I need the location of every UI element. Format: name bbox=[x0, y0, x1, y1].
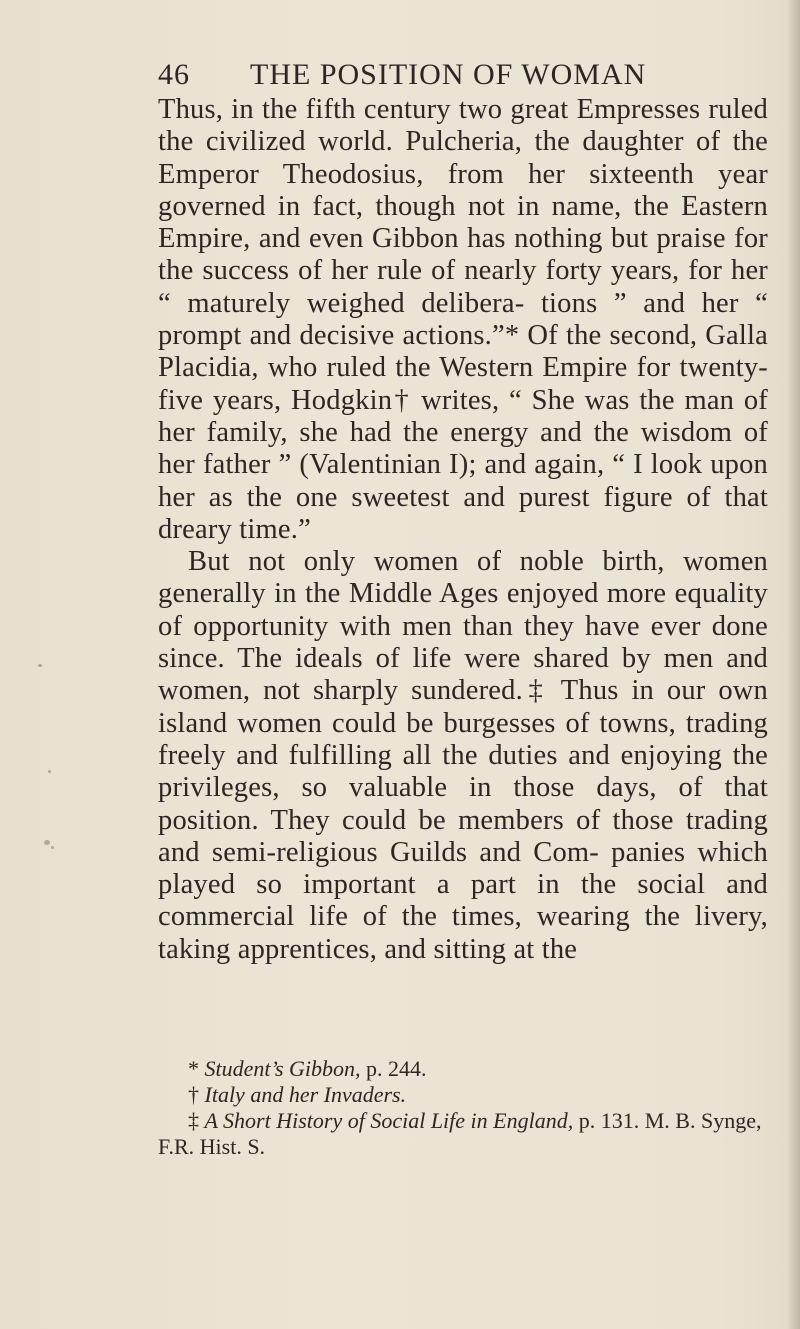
footnote-title: Italy and her Invaders. bbox=[204, 1082, 407, 1107]
page-header bbox=[158, 58, 758, 98]
footnote-2 bbox=[158, 1082, 768, 1108]
footnote-rest: p. 244. bbox=[360, 1056, 427, 1081]
running-title: THE POSITION OF WOMAN bbox=[250, 58, 647, 91]
paper-speck bbox=[38, 664, 42, 667]
footnote-marker: * bbox=[188, 1056, 199, 1081]
page-number: 46 bbox=[158, 58, 190, 91]
page-edge-shadow bbox=[786, 0, 800, 1329]
paper-speck bbox=[51, 846, 54, 849]
paper-speck bbox=[48, 770, 51, 773]
footnote-rest: p. 131. M. B. Synge, F.R. Hist. S. bbox=[158, 1108, 762, 1159]
footnote-1 bbox=[158, 1056, 768, 1082]
footnote-marker: † bbox=[188, 1082, 199, 1107]
footnote-marker: ‡ bbox=[188, 1108, 199, 1133]
footnote-3 bbox=[158, 1108, 768, 1160]
paragraph-2: But not only women of noble birth, women generally in the Middle Ages enjoyed more equality of opportunity with men than they have ever done since. The ideals of life were shared by men and women, not sharply sundered.‡ Thus in our own island women could be burgesses of towns, trading freely and fulfilling all the duties and enjoying the privileges, so valuable in those days, of that position. They could be members of those trading and semi-religious Guilds and Com- panies which played so important a part in the social and commercial life of the times, wearing the livery, taking apprentices, and sitting at the bbox=[158, 546, 768, 965]
footnote-title: A Short History of Social Life in England, bbox=[204, 1108, 574, 1133]
paragraph-1: Thus, in the fifth century two great Empresses ruled the civilized world. Pulcheria, the daughter of the Emperor Theodosius, from her sixteenth year governed in fact, though not in name, the Eastern Empire, and even Gibbon has nothing but praise for the success of her rule of nearly forty years, for her “ maturely weighed delibera- tions ” and her “ prompt and decisive actions.”* Of the second, Galla Placidia, who ruled the Western Empire for twenty-five years, Hodgkin† writes, “ She was the man of her family, she had the energy and the wisdom of her father ” (Valentinian I); and again, “ I look upon her as the one sweetest and purest figure of that dreary time.” bbox=[158, 94, 768, 545]
footnote-title: Student’s Gibbon, bbox=[204, 1056, 361, 1081]
paper-speck bbox=[44, 840, 50, 845]
footnotes bbox=[158, 1056, 768, 1160]
body-text bbox=[158, 94, 768, 966]
